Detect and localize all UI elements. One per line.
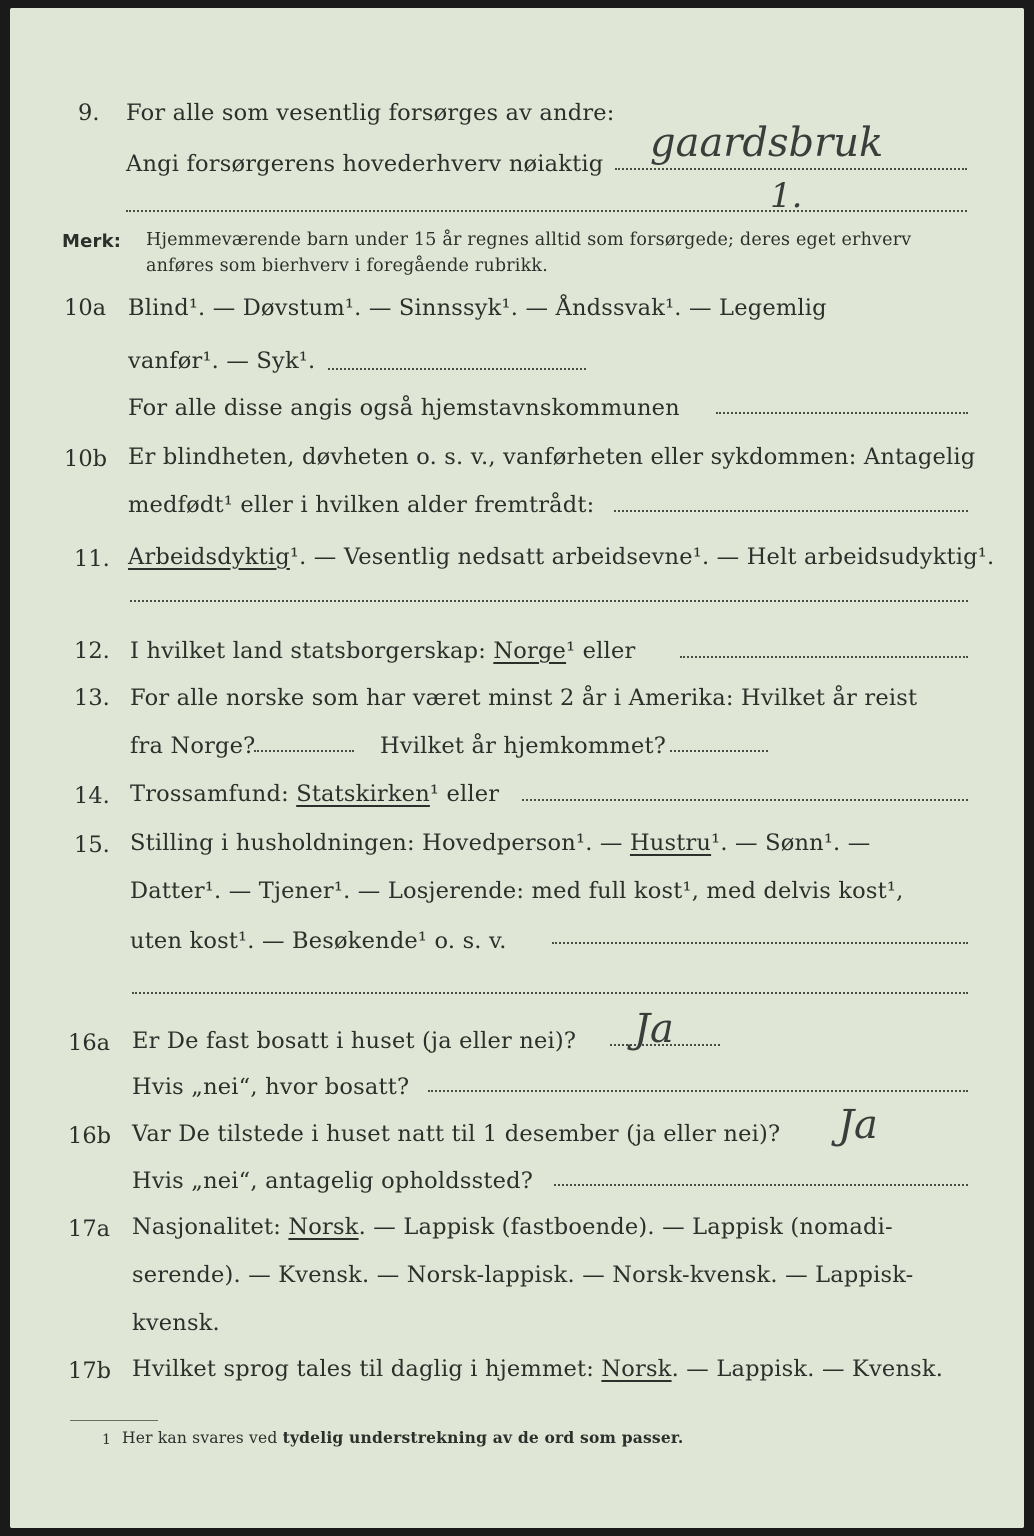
q17b-text2: . — Lappisk. — Kvensk.	[671, 1356, 944, 1382]
footnote-bold: tydelig understrekning av de ord som passer.	[282, 1428, 684, 1447]
q9-answer-line[interactable]	[615, 168, 967, 170]
q9-handwritten-answer: gaardsbruk	[650, 120, 884, 166]
q14-text1: Trossamfund:	[130, 781, 297, 807]
q17a-line3: kvensk.	[132, 1310, 220, 1336]
q13-line2a: fra Norge?	[130, 733, 256, 759]
q12-line	[130, 638, 635, 664]
q14-underlined-answer: Statskirken	[296, 781, 430, 807]
q16a-handwritten-answer: Ja	[634, 1006, 674, 1052]
footnote-divider	[70, 1420, 158, 1421]
q15-line2: Datter¹. — Tjener¹. — Losjerende: med full kost¹, med delvis kost¹,	[130, 878, 904, 904]
q17b-line	[132, 1356, 943, 1382]
q15-text1: Stilling i husholdningen: Hovedperson¹. —	[130, 830, 630, 856]
q13-line2b: Hvilket år hjemkommet?	[380, 733, 666, 759]
q16b-line1: Var De tilstede i huset natt til 1 desember (ja eller nei)?	[132, 1121, 781, 1147]
q9-extra-line[interactable]	[126, 210, 967, 212]
q16a-bosatt-line[interactable]	[428, 1090, 968, 1092]
q11-underlined-answer: Arbeidsdyktig	[128, 544, 290, 570]
q14-line	[130, 781, 499, 807]
merk-line1: Hjemmeværende barn under 15 år regnes alltid som forsørgede; deres eget erhverv	[146, 230, 912, 250]
q15-text2: ¹. — Sønn¹. —	[711, 830, 871, 856]
merk-line2: anføres som bierhverv i foregående rubrikk.	[146, 256, 548, 276]
q14-text2: ¹ eller	[429, 781, 500, 807]
q11-extra-line[interactable]	[130, 600, 968, 602]
footnote-text1: Her kan svares ved	[122, 1429, 283, 1447]
q15-line3: uten kost¹. — Besøkende¹ o. s. v.	[130, 928, 507, 954]
q10a-line3: For alle disse angis også hjemstavnskommunen	[128, 395, 680, 421]
footnote-mark: 1	[102, 1432, 112, 1448]
q10a-number: 10a	[64, 295, 107, 321]
q9-number: 9.	[78, 100, 100, 126]
q10a-line1: Blind¹. — Døvstum¹. — Sinnssyk¹. — Åndssvak¹. — Legemlig	[128, 295, 827, 321]
footnote-text	[122, 1428, 683, 1447]
q13-line1: For alle norske som har været minst 2 år i Amerika: Hvilket år reist	[130, 685, 918, 711]
q13-number: 13.	[74, 685, 110, 711]
q17a-text1: Nasjonalitet:	[132, 1214, 289, 1240]
q16b-opholdssted-line[interactable]	[554, 1184, 968, 1186]
q14-answer-line[interactable]	[522, 799, 968, 801]
q15-extra-line[interactable]	[132, 992, 968, 994]
q11-number: 11.	[74, 546, 110, 572]
q15-underlined-answer: Hustru	[629, 830, 712, 856]
q12-text1: I hvilket land statsborgerskap:	[130, 638, 494, 664]
q9-line1: For alle som vesentlig forsørges av andre:	[126, 100, 615, 126]
q12-underlined-answer: Norge	[493, 638, 567, 664]
q17b-text1: Hvilket sprog tales til daglig i hjemmet:	[132, 1356, 602, 1382]
q10b-line2: medfødt¹ eller i hvilken alder fremtrådt:	[128, 492, 595, 518]
q11-line	[128, 544, 994, 570]
q10b-line1: Er blindheten, døvheten o. s. v., vanførheten eller sykdommen: Antagelig	[128, 444, 976, 470]
q12-number: 12.	[74, 638, 110, 664]
q10b-number: 10b	[64, 446, 108, 472]
q17b-underlined-answer: Norsk	[601, 1356, 672, 1382]
q12-text2: ¹ eller	[566, 638, 636, 664]
q15-answer-line[interactable]	[552, 942, 968, 944]
q16b-number: 16b	[68, 1123, 112, 1149]
q17a-line1	[132, 1214, 893, 1240]
q10a-syk-line[interactable]	[328, 368, 586, 370]
q16b-handwritten-answer: Ja	[838, 1102, 878, 1148]
q17a-text2: . — Lappisk (fastboende). — Lappisk (nomadi-	[358, 1214, 893, 1240]
q17b-number: 17b	[68, 1358, 112, 1384]
q10a-hjemstavn-line[interactable]	[716, 412, 968, 414]
census-form-page	[10, 8, 1024, 1528]
q17a-number: 17a	[68, 1216, 111, 1242]
q9-line2: Angi forsørgerens hovederhverv nøiaktig	[126, 151, 604, 177]
merk-label: Merk:	[62, 231, 122, 252]
q16a-line2: Hvis „nei“, hvor bosatt?	[132, 1074, 410, 1100]
q13-hjemkommet-line[interactable]	[670, 750, 768, 752]
q16a-number: 16a	[68, 1030, 111, 1056]
q16a-line1: Er De fast bosatt i huset (ja eller nei)?	[132, 1028, 577, 1054]
q15-line1	[130, 830, 870, 856]
q14-number: 14.	[74, 783, 110, 809]
q12-answer-line[interactable]	[680, 656, 968, 658]
q16b-line2: Hvis „nei“, antagelig opholdssted?	[132, 1168, 534, 1194]
q10b-answer-line[interactable]	[614, 510, 968, 512]
q9-handwritten-number: 1.	[770, 176, 803, 216]
q15-number: 15.	[74, 832, 110, 858]
q10a-line2: vanfør¹. — Syk¹.	[128, 348, 316, 374]
q17a-underlined-answer: Norsk	[288, 1214, 359, 1240]
q11-rest: ¹. — Vesentlig nedsatt arbeidsevne¹. — Helt arbeidsudyktig¹.	[289, 544, 995, 570]
q13-reist-line[interactable]	[254, 750, 354, 752]
q17a-line2: serende). — Kvensk. — Norsk-lappisk. — Norsk-kvensk. — Lappisk-	[132, 1262, 914, 1288]
